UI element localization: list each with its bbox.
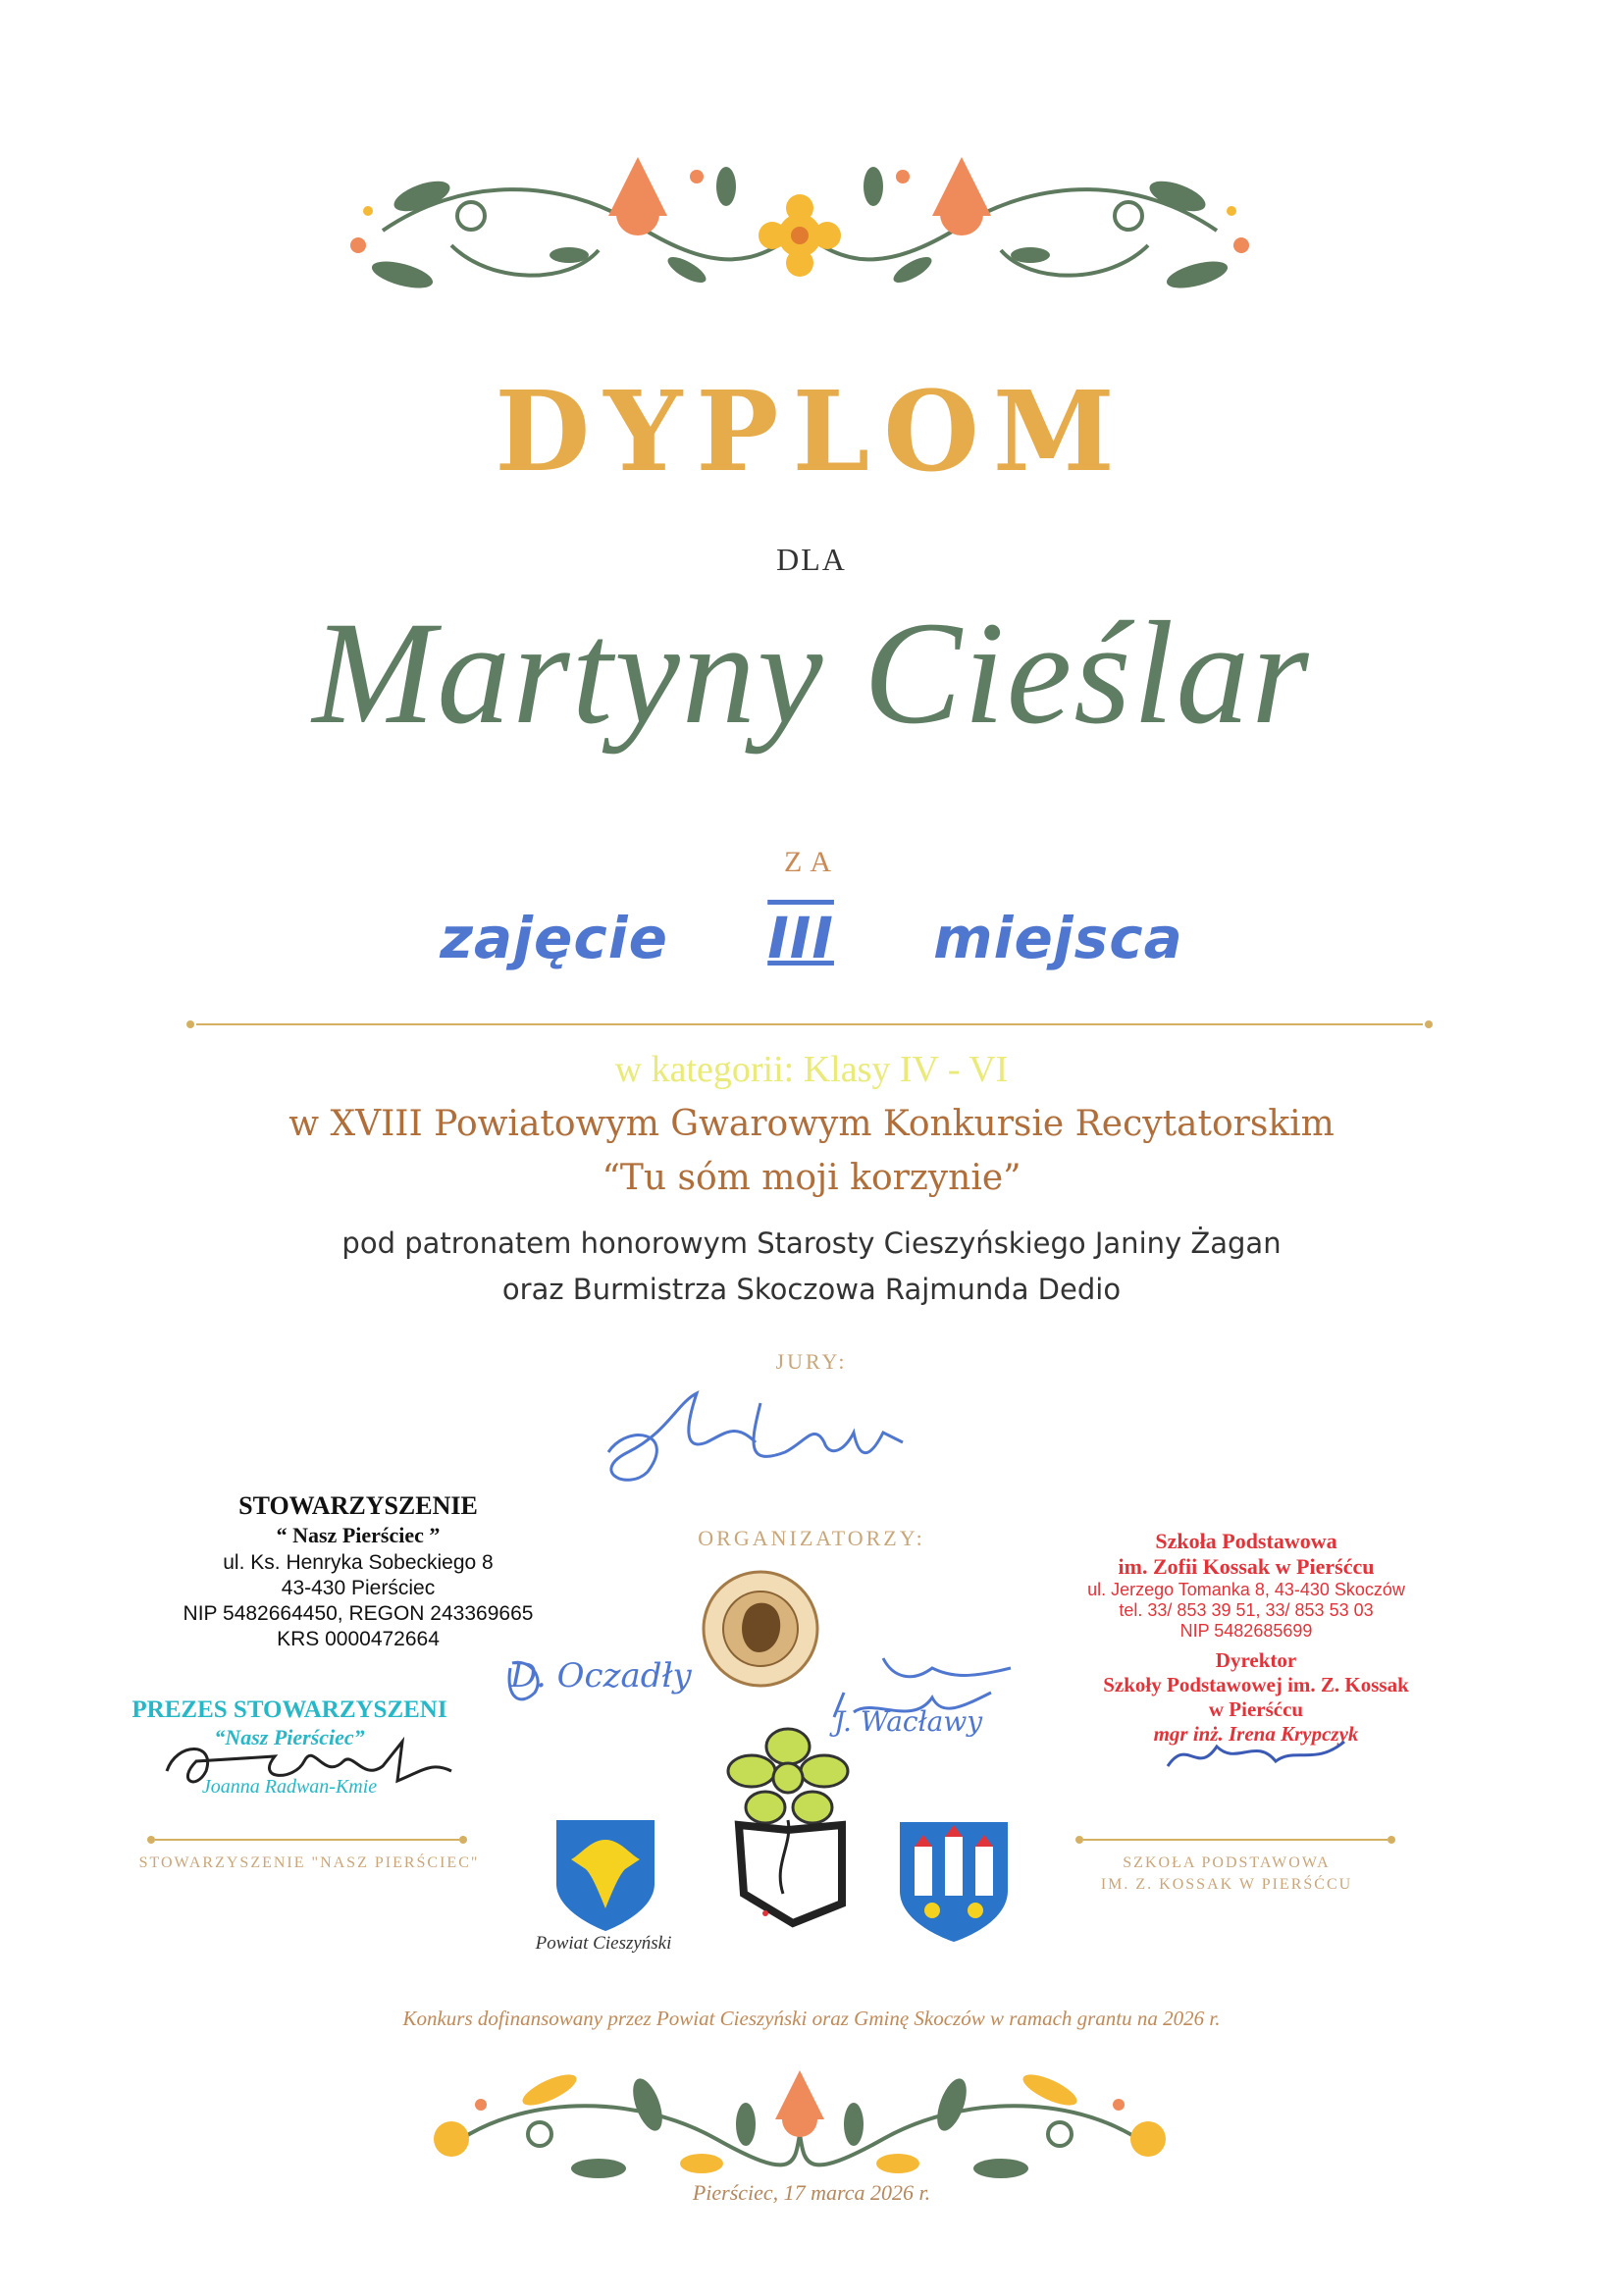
- reason-label: ZA: [784, 846, 839, 878]
- category: w kategorii: Klasy IV - VI: [614, 1049, 1009, 1090]
- divider-line: [196, 1023, 1423, 1025]
- floral-ornament-bottom: [422, 2065, 1178, 2193]
- school-name-1: Szkoła Podstawowa: [1155, 1529, 1337, 1553]
- bottom-right-dot-2: [1387, 1836, 1395, 1844]
- school-name-2: im. Zofii Kossak w Pierśćcu: [1118, 1554, 1375, 1579]
- contest-name: w XVIII Powiatowym Gwarowym Konkursie Recytatorskim: [288, 1104, 1335, 1144]
- bottom-left-line: [155, 1839, 459, 1841]
- school-nip: NIP 5482685699: [1179, 1621, 1313, 1641]
- organizer-signature-1: D. Oczadły: [510, 1656, 692, 1696]
- jury-label: JURY:: [775, 1349, 848, 1374]
- line-dot-right: [1425, 1020, 1433, 1028]
- place-date: Pierściec, 17 marca 2026 r.: [692, 2180, 931, 2205]
- jury-signatures: [589, 1383, 1021, 1491]
- school-address: ul. Jerzego Tomanka 8, 43-430 Skoczów: [1087, 1580, 1405, 1599]
- patronage-line-2: oraz Burmistrza Skoczowa Rajmunda Dedio: [501, 1273, 1122, 1306]
- president-title: PREZES STOWARZYSZENI: [131, 1696, 447, 1723]
- association-krs: KRS 0000472664: [277, 1628, 440, 1650]
- association-postal: 43-430 Pierściec: [281, 1577, 436, 1599]
- funding-note: Konkurs dofinansowany przez Powiat Cieszyński oraz Gminę Skoczów w ramach grantu na 2026 r.: [402, 2007, 1221, 2030]
- association-bottom-label: STOWARZYSZENIE "NASZ PIERŚCIEC": [138, 1854, 480, 1871]
- award-place: III: [767, 905, 834, 971]
- for-label: DLA: [776, 542, 847, 577]
- bottom-right-line: [1083, 1839, 1387, 1841]
- school-bottom-label-2: IM. Z. KOSSAK W PIERŚĆCU: [1100, 1876, 1353, 1893]
- association-ids: NIP 5482664450, REGON 243369665: [183, 1602, 534, 1625]
- organizer-signature-2: J. Wacławy: [834, 1705, 983, 1738]
- school-bottom-label-1: SZKOŁA PODSTAWOWA: [1123, 1854, 1331, 1871]
- president-name: Joanna Radwan-Kmie: [201, 1776, 378, 1798]
- school-phone: tel. 33/ 853 39 51, 33/ 853 53 03: [1119, 1600, 1374, 1620]
- bottom-right-dot-1: [1075, 1836, 1083, 1844]
- director-school: Szkoły Podstawowej im. Z. Kossak: [1103, 1673, 1409, 1696]
- director-name: mgr inż. Irena Krypczyk: [1153, 1722, 1359, 1746]
- line-dot-left: [186, 1020, 194, 1028]
- bottom-left-dot-1: [147, 1836, 155, 1844]
- school-stamp: [1040, 1529, 1452, 1642]
- organizers-label: ORGANIZATORZY:: [698, 1526, 925, 1550]
- powiat-label: Powiat Cieszyński: [535, 1933, 672, 1954]
- director-title: Dyrektor: [1215, 1648, 1297, 1672]
- skoczow-coat-of-arms: [895, 1817, 1013, 1945]
- director-place: w Pierśćcu: [1208, 1697, 1304, 1721]
- president-signature: [157, 1722, 481, 1800]
- recipient-name: Martyny Cieślar: [312, 592, 1311, 755]
- contest-title: “Tu sóm moji korzynie”: [602, 1158, 1021, 1198]
- competition-logo: [714, 1727, 862, 1928]
- patronage-line-1: pod patronatem honorowym Starosty Cieszyńskiego Janiny Żagan: [341, 1226, 1282, 1260]
- award-word-2: miejsca: [933, 905, 1183, 971]
- award-word-1: zajęcie: [440, 905, 668, 971]
- president-association: “Nasz Pierściec”: [214, 1725, 365, 1749]
- diploma-title: DYPLOM: [495, 368, 1128, 496]
- director-signature: [1158, 1727, 1354, 1786]
- association-quoted-name: “ Nasz Pierściec ”: [276, 1523, 441, 1547]
- association-name: STOWARZYSZENIE: [238, 1491, 478, 1520]
- association-info: [147, 1491, 569, 1652]
- handwritten-award: [0, 905, 1623, 971]
- bottom-left-dot-2: [459, 1836, 467, 1844]
- association-address: ul. Ks. Henryka Sobeckiego 8: [223, 1551, 494, 1574]
- powiat-coat-of-arms: [551, 1815, 659, 1933]
- floral-ornament-top: [343, 137, 1256, 304]
